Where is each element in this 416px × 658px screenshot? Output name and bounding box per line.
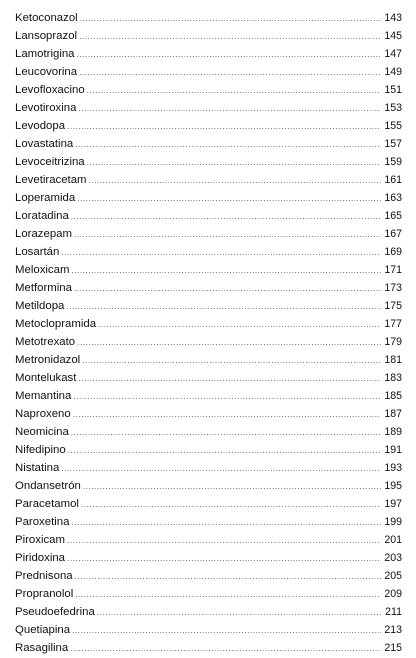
- toc-dot-leader: [75, 586, 381, 604]
- toc-dot-leader: [61, 244, 381, 262]
- toc-dot-leader: [79, 28, 381, 46]
- toc-entry-title: Pseudoefedrina: [15, 606, 95, 618]
- toc-entry-page: 179: [384, 336, 402, 348]
- toc-entry[interactable]: [15, 297, 402, 315]
- toc-dot-leader: [75, 136, 381, 154]
- toc-entry-page: 161: [384, 174, 402, 186]
- toc-dot-leader: [78, 370, 381, 388]
- toc-entry-title: Prednisona: [15, 570, 73, 582]
- toc-entry[interactable]: [15, 531, 402, 549]
- toc-entry-title: Lovastatina: [15, 138, 74, 150]
- toc-entry[interactable]: [15, 315, 402, 333]
- toc-entry[interactable]: [15, 495, 402, 513]
- toc-dot-leader: [77, 46, 382, 64]
- toc-dot-leader: [66, 298, 381, 316]
- toc-entry[interactable]: [15, 603, 402, 621]
- toc-entry-page: 201: [384, 534, 402, 546]
- toc-dot-leader: [73, 406, 382, 424]
- toc-entry-page: 185: [384, 390, 402, 402]
- toc-entry-page: 195: [384, 480, 402, 492]
- toc-dot-leader: [73, 388, 381, 406]
- toc-entry-page: 155: [384, 120, 402, 132]
- toc-entry[interactable]: [15, 261, 402, 279]
- toc-dot-leader: [70, 640, 381, 658]
- toc-entry-page: 175: [384, 300, 402, 312]
- toc-dot-leader: [80, 10, 382, 28]
- toc-dot-leader: [81, 496, 381, 514]
- toc-entry[interactable]: [15, 153, 402, 171]
- toc-entry-page: 193: [384, 462, 402, 474]
- toc-entry[interactable]: [15, 405, 402, 423]
- toc-entry-page: 187: [384, 408, 402, 420]
- toc-entry-title: Propranolol: [15, 588, 74, 600]
- toc-dot-leader: [72, 622, 381, 640]
- toc-entry[interactable]: [15, 423, 402, 441]
- toc-entry[interactable]: [15, 225, 402, 243]
- toc-entry-title: Loperamida: [15, 192, 76, 204]
- toc-dot-leader: [74, 226, 381, 244]
- toc-entry[interactable]: [15, 585, 402, 603]
- toc-entry[interactable]: [15, 27, 402, 45]
- toc-entry-title: Ketoconazol: [15, 12, 78, 24]
- toc-entry[interactable]: [15, 549, 402, 567]
- toc-entry[interactable]: [15, 171, 402, 189]
- toc-entry-page: 173: [384, 282, 402, 294]
- toc-entry-title: Meloxicam: [15, 264, 70, 276]
- toc-entry-page: 199: [384, 516, 402, 528]
- toc-entry-title: Nifedipino: [15, 444, 66, 456]
- toc-entry[interactable]: [15, 441, 402, 459]
- toc-entry-page: 145: [384, 30, 402, 42]
- toc-entry-page: 191: [384, 444, 402, 456]
- toc-entry-title: Lorazepam: [15, 228, 72, 240]
- toc-dot-leader: [71, 514, 381, 532]
- toc-entry-title: Levofloxacino: [15, 84, 85, 96]
- toc-entry[interactable]: [15, 477, 402, 495]
- toc-dot-leader: [77, 190, 381, 208]
- toc-entry-page: 189: [384, 426, 402, 438]
- toc-entry[interactable]: [15, 45, 402, 63]
- toc-entry-page: 169: [384, 246, 402, 258]
- toc-entry-page: 159: [384, 156, 402, 168]
- toc-entry-title: Metformina: [15, 282, 72, 294]
- toc-entry-title: Loratadina: [15, 210, 69, 222]
- toc-entry[interactable]: [15, 513, 402, 531]
- toc-entry[interactable]: [15, 639, 402, 657]
- toc-dot-leader: [78, 100, 381, 118]
- toc-entry-page: 197: [384, 498, 402, 510]
- toc-entry-title: Naproxeno: [15, 408, 71, 420]
- toc-entry-page: 151: [384, 84, 402, 96]
- toc-dot-leader: [77, 334, 381, 352]
- toc-entry-title: Quetiapina: [15, 624, 71, 636]
- toc-entry-title: Paroxetina: [15, 516, 70, 528]
- toc-entry[interactable]: [15, 387, 402, 405]
- toc-entry-title: Metildopa: [15, 300, 65, 312]
- toc-entry[interactable]: [15, 567, 402, 585]
- toc-entry[interactable]: [15, 99, 402, 117]
- toc-entry-title: Memantina: [15, 390, 72, 402]
- toc-entry[interactable]: [15, 369, 402, 387]
- toc-entry-title: Nistatina: [15, 462, 60, 474]
- toc-entry-title: Metronidazol: [15, 354, 81, 366]
- toc-dot-leader: [71, 262, 381, 280]
- toc-entry[interactable]: [15, 333, 402, 351]
- toc-entry[interactable]: [15, 621, 402, 639]
- toc-entry-page: 153: [384, 102, 402, 114]
- toc-entry-page: 183: [384, 372, 402, 384]
- toc-entry-page: 209: [384, 588, 402, 600]
- toc-entry-title: Lamotrigina: [15, 48, 75, 60]
- toc-entry-page: 149: [384, 66, 402, 78]
- toc-entry-title: Leucovorina: [15, 66, 78, 78]
- toc-entry-page: 157: [384, 138, 402, 150]
- toc-entry-page: 215: [384, 642, 402, 654]
- toc-entry[interactable]: [15, 279, 402, 297]
- toc-dot-leader: [83, 478, 381, 496]
- toc-dot-leader: [74, 280, 381, 298]
- toc-entry-page: 171: [384, 264, 402, 276]
- toc-dot-leader: [67, 118, 381, 136]
- toc-dot-leader: [67, 532, 381, 550]
- toc-entry-title: Lansoprazol: [15, 30, 78, 42]
- toc-dot-leader: [98, 316, 381, 334]
- toc-entry-title: Levoceitrizina: [15, 156, 85, 168]
- toc-entry-page: 167: [384, 228, 402, 240]
- toc-entry-title: Levodopa: [15, 120, 66, 132]
- toc-entry[interactable]: [15, 189, 402, 207]
- toc-entry-title: Ondansetrón: [15, 480, 81, 492]
- toc-dot-leader: [87, 82, 382, 100]
- toc-entry-page: 163: [384, 192, 402, 204]
- toc-entry-page: 203: [384, 552, 402, 564]
- toc-entry-title: Losartán: [15, 246, 60, 258]
- toc-entry-page: 205: [384, 570, 402, 582]
- toc-entry-title: Neomicina: [15, 426, 69, 438]
- toc-dot-leader: [75, 568, 382, 586]
- toc-dot-leader: [97, 604, 382, 622]
- toc-entry-title: Levotiroxina: [15, 102, 77, 114]
- toc-dot-leader: [61, 460, 381, 478]
- toc-entry-title: Piroxicam: [15, 534, 66, 546]
- toc-entry-title: Metotrexato: [15, 336, 76, 348]
- toc-dot-leader: [82, 352, 381, 370]
- toc-entry[interactable]: [15, 63, 402, 81]
- toc-entry-title: Metoclopramida: [15, 318, 97, 330]
- toc-dot-leader: [87, 154, 382, 172]
- toc-entry[interactable]: [15, 9, 402, 27]
- toc-dot-leader: [89, 172, 382, 190]
- toc-entry-title: Paracetamol: [15, 498, 79, 510]
- toc-dot-leader: [67, 550, 381, 568]
- toc-dot-leader: [79, 64, 381, 82]
- toc-entry-page: 211: [385, 606, 402, 618]
- toc-entry-page: 181: [384, 354, 402, 366]
- toc-entry-page: 213: [384, 624, 402, 636]
- toc-entry-page: 143: [384, 12, 402, 24]
- toc-entry[interactable]: [15, 81, 402, 99]
- toc-entry-page: 165: [384, 210, 402, 222]
- toc-entry-page: 177: [384, 318, 402, 330]
- toc-dot-leader: [68, 442, 382, 460]
- toc-entry-title: Piridoxina: [15, 552, 66, 564]
- toc-entry-title: Rasagilina: [15, 642, 69, 654]
- toc-entry-title: Montelukast: [15, 372, 77, 384]
- toc-entry[interactable]: [15, 135, 402, 153]
- table-of-contents: [15, 9, 402, 657]
- toc-entry[interactable]: [15, 117, 402, 135]
- toc-entry-title: Levetiracetam: [15, 174, 87, 186]
- toc-entry[interactable]: [15, 207, 402, 225]
- toc-entry-page: 147: [384, 48, 402, 60]
- toc-dot-leader: [71, 208, 381, 226]
- toc-entry[interactable]: [15, 351, 402, 369]
- toc-dot-leader: [71, 424, 382, 442]
- toc-entry[interactable]: [15, 459, 402, 477]
- toc-entry[interactable]: [15, 243, 402, 261]
